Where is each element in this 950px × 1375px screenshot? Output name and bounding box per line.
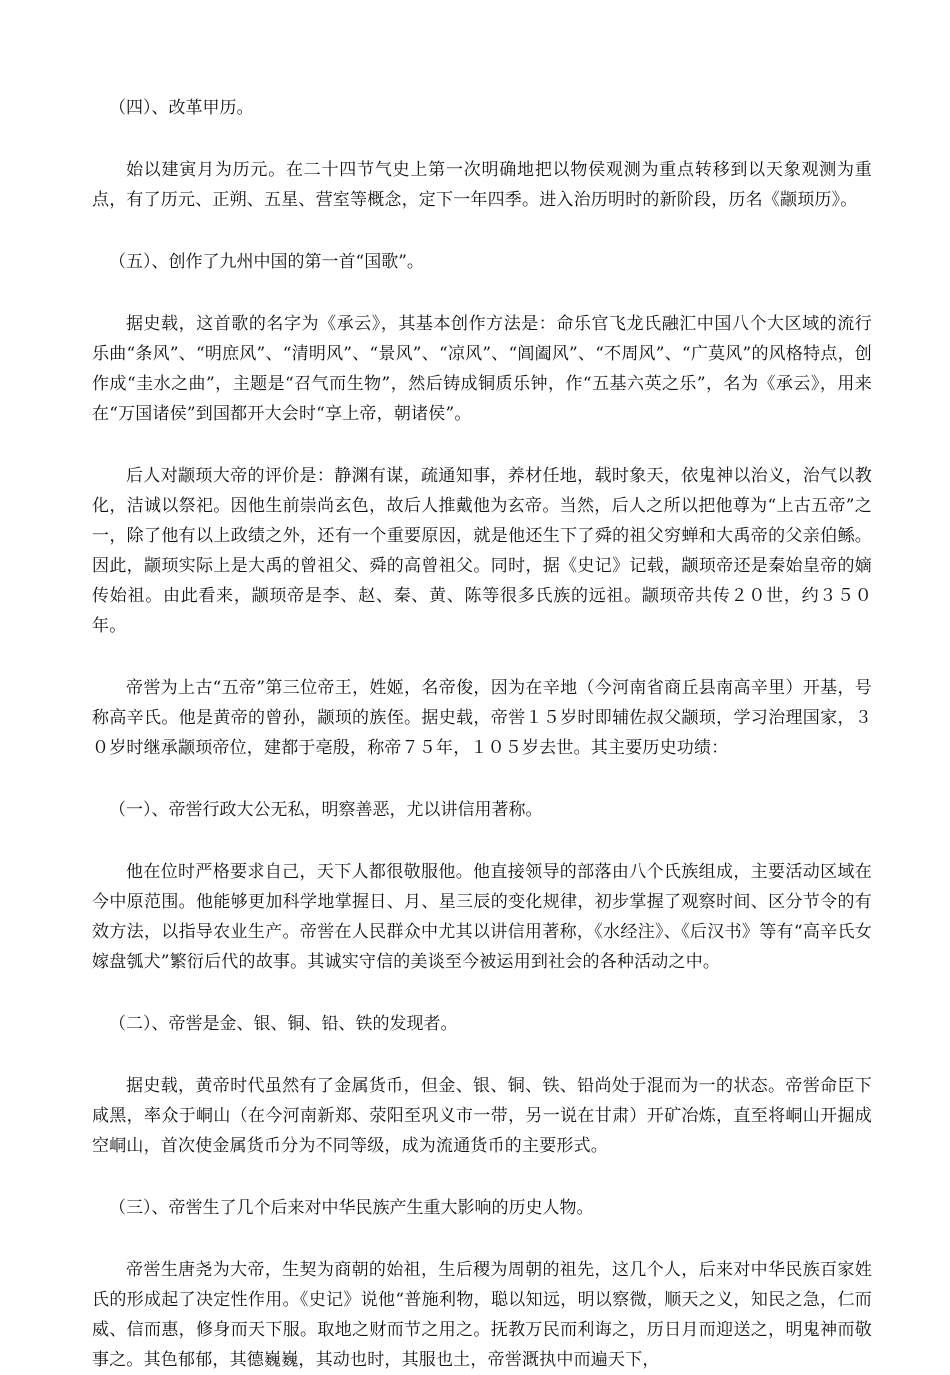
document-page — [92, 93, 872, 1375]
paragraph-chengyun: 据史载，这首歌的名字为《承云》，其基本创作方法是：命乐官飞龙氏融汇中国八个大区域的流行乐曲“条风”、“明庶风”、“清明风”、“景风”、“凉风”、“阊阖风”、“不周风”、“广莫风”的风格特点，创作成“圭水之曲”，主题是“召气而生物”，然后铸成铜质乐钟，作“五基六英之乐”，名为《承云》，用来在“万国诸侯”到国都开大会时“享上帝，朝诸侯”。 — [92, 314, 872, 424]
section-heading-2: （二）、帝喾是金、银、铜、铅、铁的发现者。 — [109, 1014, 458, 1034]
section-heading-1: （一）、帝喾行政大公无私，明察善恶，尤以讲信用著称。 — [109, 800, 543, 820]
paragraph-metals: 据史载，黄帝时代虽然有了金属货币，但金、银、铜、铁、铅尚处于混而为一的状态。帝喾命臣下咸黑，率众于峒山（在今河南新郑、荥阳至巩义市一带，另一说在甘肃）开矿冶炼，直至将峒山开掘成空峒山，首次使金属货币分为不同等级，成为流通货币的主要形式。 — [92, 1076, 872, 1156]
paragraph-descendants: 帝喾生唐尧为大帝，生契为商朝的始祖，生后稷为周朝的祖先，这几个人，后来对中华民族百家姓氏的形成起了决定性作用。《史记》说他“普施利物，聪以知远，明以察微，顺天之义，知民之急，仁而威、信而惠，修身而天下服。取地之财而节之用之。抚教万民而利诲之，历日月而迎送之，明鬼神而敬事之。其色郁郁，其德巍巍，其动也时，其服也土，帝喾溉执中而遍天下， — [92, 1260, 872, 1370]
section-heading-4: （四）、改革甲历。 — [109, 98, 254, 118]
section-heading-5: （五）、创作了九州中国的第一首“国歌”。 — [109, 252, 424, 272]
paragraph-diku-governance: 他在位时严格要求自己，天下人都很敬服他。他直接领导的部落由八个氏族组成，主要活动区域在今中原范围。他能够更加科学地掌握日、月、星三辰的变化规律，初步掌握了观察时间、区分节令的有效方法，以指导农业生产。帝喾在人民群众中尤其以讲信用著称，《水经注》、《后汉书》等有“高辛氏女嫁盘瓠犬”繁衍后代的故事。其诚实守信的美谈至今被运用到社会的各种活动之中。 — [92, 862, 872, 972]
paragraph-diku-intro: 帝喾为上古“五帝”第三位帝王，姓姬，名帝俊，因为在辛地（今河南省商丘县南高辛里）开基，号称高辛氏。他是黄帝的曾孙，颛顼的族侄。据史载，帝喾１５岁时即辅佐叔父颛顼，学习治理国家，３０岁时继承颛顼帝位，建都于亳殷，称帝７５年，１０５岁去世。其主要历史功绩： — [92, 678, 872, 758]
paragraph-calendar: 始以建寅月为历元。在二十四节气史上第一次明确地把以物侯观测为重点转移到以天象观测为重点，有了历元、正朔、五星、营室等概念，定下一年四季。进入治历明时的新阶段，历名《颛顼历》。 — [92, 160, 872, 210]
paragraph-zhuanxu-evaluation: 后人对颛顼大帝的评价是：静渊有谋，疏通知事，养材任地，载时象天，依鬼神以治义，治气以教化，洁诚以祭祀。因他生前崇尚玄色，故后人推戴他为玄帝。当然，后人之所以把他尊为“上古五帝”之一，除了他有以上政绩之外，还有一个重要原因，就是他还生下了舜的祖父穷蝉和大禹帝的父亲伯鲧。因此，颛顼实际上是大禹的曾祖父、舜的高曾祖父。同时，据《史记》记载，颛顼帝还是秦始皇帝的嫡传始祖。由此看来，颛顼帝是李、赵、秦、黄、陈等很多氏族的远祖。颛顼帝共传２０世，约３５０年。 — [92, 466, 872, 636]
section-heading-3: （三）、帝喾生了几个后来对中华民族产生重大影响的历史人物。 — [109, 1198, 594, 1218]
